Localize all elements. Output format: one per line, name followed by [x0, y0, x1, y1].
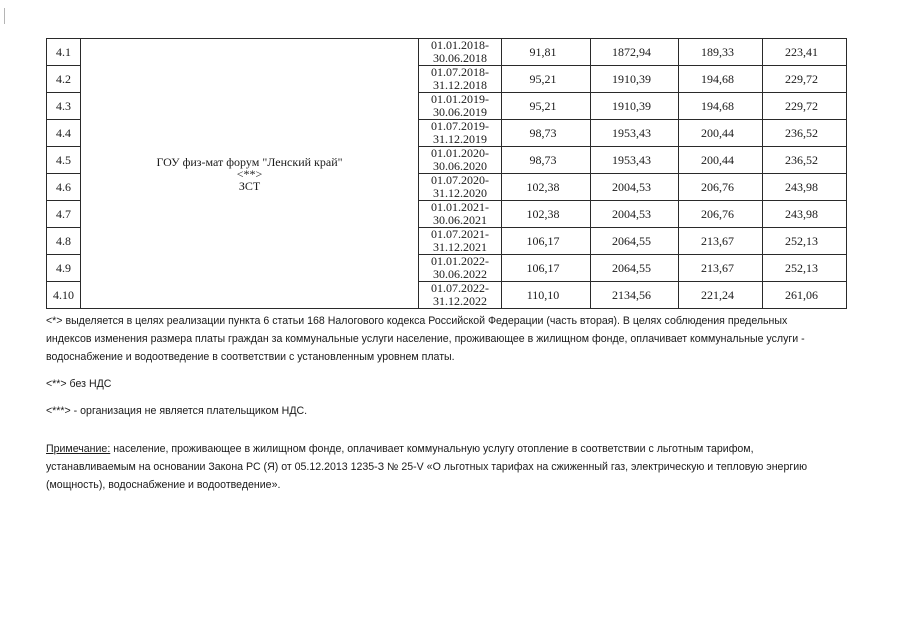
- tariff-value-2: 2004,53: [591, 201, 679, 228]
- tariff-value-4: 236,52: [763, 147, 847, 174]
- tariff-value-2: 1910,39: [591, 66, 679, 93]
- tariff-value-4: 229,72: [763, 66, 847, 93]
- tariff-value-4: 243,98: [763, 174, 847, 201]
- tariff-value-1: 106,17: [502, 228, 591, 255]
- period-end: 30.06.2021: [433, 213, 487, 227]
- tariff-value-2: 1953,43: [591, 120, 679, 147]
- period-end: 30.06.2020: [433, 159, 487, 173]
- period-cell: [419, 66, 502, 93]
- remark-line-1: [46, 440, 846, 458]
- period-cell: [419, 120, 502, 147]
- tariff-value-1: 102,38: [502, 201, 591, 228]
- tariff-table: [46, 38, 847, 309]
- period-end: 31.12.2018: [433, 78, 487, 92]
- organization-line2: <**>: [236, 166, 263, 181]
- period-start: 01.01.2018-: [431, 38, 489, 52]
- period-end: 30.06.2018: [433, 51, 487, 65]
- period-start: 01.07.2018-: [431, 65, 489, 79]
- row-number: 4.10: [47, 282, 81, 309]
- remark-text-1: население, проживающее в жилищном фонде, оплачивает коммунальную услугу отопление в соответствии с льготным тарифом,: [110, 443, 754, 455]
- period-start: 01.01.2021-: [431, 200, 489, 214]
- tariff-value-2: 2004,53: [591, 174, 679, 201]
- tariff-value-1: 110,10: [502, 282, 591, 309]
- period-start: 01.01.2022-: [431, 254, 489, 268]
- period-cell: [419, 201, 502, 228]
- row-number: 4.1: [47, 39, 81, 66]
- row-number: 4.9: [47, 255, 81, 282]
- organization-cell: [81, 39, 419, 309]
- tariff-value-1: 106,17: [502, 255, 591, 282]
- period-end: 30.06.2022: [433, 267, 487, 281]
- period-end: 31.12.2021: [433, 240, 487, 254]
- tariff-value-2: 2064,55: [591, 228, 679, 255]
- tariff-value-4: 252,13: [763, 228, 847, 255]
- period-end: 31.12.2022: [433, 294, 487, 308]
- footnotes: [46, 312, 846, 494]
- tariff-value-3: 189,33: [679, 39, 763, 66]
- tariff-value-4: 252,13: [763, 255, 847, 282]
- organization-line1: ГОУ физ-мат форум "Ленский край": [156, 154, 343, 169]
- footnote-no-vat: <**> без НДС: [46, 378, 112, 390]
- tariff-value-3: 194,68: [679, 66, 763, 93]
- remark-line-2: устанавливаемым на основании Закона РС (Я) от 05.12.2013 1235-З № 25-V «О льготных тарифах на сжиженный газ, электрическую и тепловую энергию: [46, 461, 808, 473]
- row-number: 4.3: [47, 93, 81, 120]
- tariff-value-3: 200,44: [679, 147, 763, 174]
- tariff-table-body: [47, 39, 847, 309]
- period-cell: [419, 255, 502, 282]
- row-number: 4.6: [47, 174, 81, 201]
- tariff-value-2: 1910,39: [591, 93, 679, 120]
- period-start: 01.07.2022-: [431, 281, 489, 295]
- organization-line3: ЗСТ: [238, 178, 261, 193]
- remark-label: Примечание:: [46, 443, 111, 455]
- tariff-value-1: 102,38: [502, 174, 591, 201]
- tariff-value-1: 95,21: [502, 66, 591, 93]
- tariff-value-3: 213,67: [679, 228, 763, 255]
- row-number: 4.2: [47, 66, 81, 93]
- tariff-value-4: 261,06: [763, 282, 847, 309]
- period-start: 01.01.2020-: [431, 146, 489, 160]
- period-end: 31.12.2020: [433, 186, 487, 200]
- tariff-value-4: 236,52: [763, 120, 847, 147]
- row-number: 4.5: [47, 147, 81, 174]
- tariff-value-2: 2064,55: [591, 255, 679, 282]
- tariff-value-1: 98,73: [502, 147, 591, 174]
- period-start: 01.07.2020-: [431, 173, 489, 187]
- period-cell: [419, 39, 502, 66]
- row-number: 4.7: [47, 201, 81, 228]
- period-cell: [419, 228, 502, 255]
- table-row: [47, 39, 847, 66]
- tariff-value-4: 229,72: [763, 93, 847, 120]
- tariff-value-3: 221,24: [679, 282, 763, 309]
- remark-line-3: (мощность), водоснабжение и водоотведение».: [46, 479, 281, 491]
- tariff-value-2: 1953,43: [591, 147, 679, 174]
- footnote-vat-line-2: индексов изменения размера платы граждан за коммунальные услуги население, проживающее в жилищном фонде, оплачивает коммунальные услуги -: [46, 333, 805, 345]
- tariff-value-1: 95,21: [502, 93, 591, 120]
- period-start: 01.01.2019-: [431, 92, 489, 106]
- period-cell: [419, 147, 502, 174]
- tariff-value-3: 200,44: [679, 120, 763, 147]
- tariff-value-3: 206,76: [679, 174, 763, 201]
- period-start: 01.07.2019-: [431, 119, 489, 133]
- tariff-value-3: 206,76: [679, 201, 763, 228]
- period-end: 31.12.2019: [433, 132, 487, 146]
- scan-edge-mark: [4, 8, 5, 24]
- period-cell: [419, 93, 502, 120]
- row-number: 4.8: [47, 228, 81, 255]
- period-start: 01.07.2021-: [431, 227, 489, 241]
- tariff-value-4: 223,41: [763, 39, 847, 66]
- tariff-value-2: 1872,94: [591, 39, 679, 66]
- row-number: 4.4: [47, 120, 81, 147]
- tariff-value-3: 213,67: [679, 255, 763, 282]
- footnote-not-vat-payer: <***> - организация не является плательщиком НДС.: [46, 405, 308, 417]
- tariff-value-4: 243,98: [763, 201, 847, 228]
- tariff-value-1: 91,81: [502, 39, 591, 66]
- tariff-value-2: 2134,56: [591, 282, 679, 309]
- tariff-value-3: 194,68: [679, 93, 763, 120]
- period-cell: [419, 174, 502, 201]
- footnote-vat-line-3: водоснабжение и водоотведение в соответствии с установленным уровнем платы.: [46, 351, 455, 363]
- period-cell: [419, 282, 502, 309]
- tariff-value-1: 98,73: [502, 120, 591, 147]
- footnote-vat-line-1: <*> выделяется в целях реализации пункта 6 статьи 168 Налогового кодекса Российской Федерации (часть вторая). В целях соблюдения предельных: [46, 315, 788, 327]
- period-end: 30.06.2019: [433, 105, 487, 119]
